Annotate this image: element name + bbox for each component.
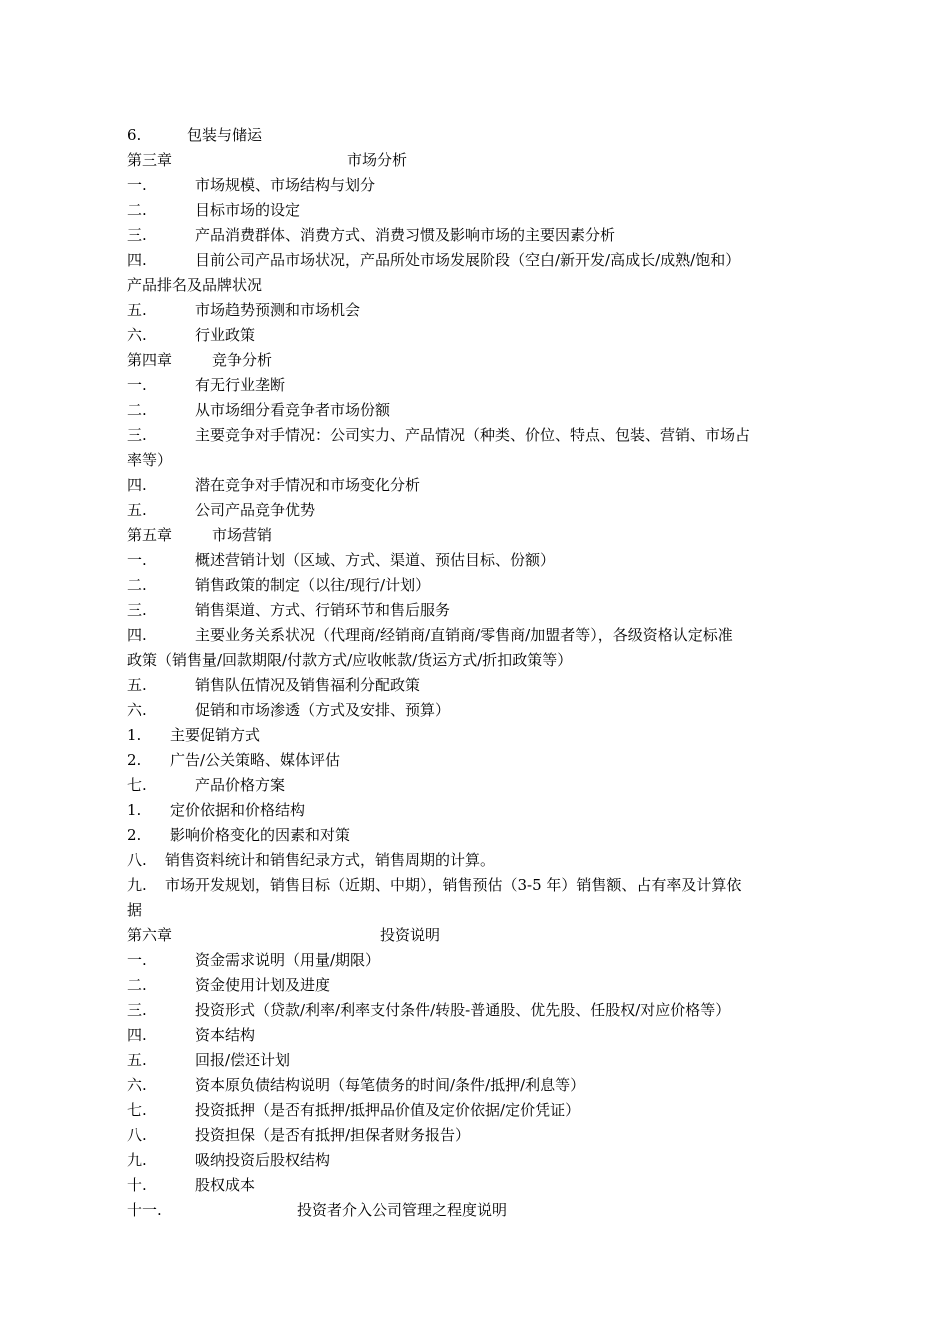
document-line	[127, 123, 827, 148]
line-text: 投资形式（贷款/利率/利率支付条件/转股-普通股、优先股、任股权/对应价格等）	[195, 1001, 731, 1019]
line-number: 九.	[127, 1151, 147, 1169]
line-number: 八.	[127, 851, 147, 869]
line-text: 销售政策的制定（以往/现行/计划）	[195, 576, 431, 594]
document-line	[127, 1023, 827, 1048]
line-text: 潜在竞争对手情况和市场变化分析	[195, 476, 421, 494]
line-text: 公司产品竞争优势	[195, 501, 316, 519]
line-text: 投资说明	[380, 926, 441, 944]
line-number: 1.	[127, 801, 142, 819]
line-text: 主要业务关系状况（代理商/经销商/直销商/零售商/加盟者等），各级资格认定标准	[195, 626, 733, 644]
line-text: 销售渠道、方式、行销环节和售后服务	[195, 601, 451, 619]
line-text: 包装与储运	[187, 126, 263, 144]
line-number: 五.	[127, 501, 147, 519]
line-number: 二.	[127, 976, 147, 994]
line-number: 六.	[127, 1076, 147, 1094]
line-number: 五.	[127, 1051, 147, 1069]
line-text: 主要促销方式	[170, 726, 261, 744]
document-line	[127, 723, 827, 748]
document-line	[127, 273, 827, 298]
line-number: 一.	[127, 376, 147, 394]
line-number: 1.	[127, 726, 142, 744]
line-number: 七.	[127, 1101, 147, 1119]
document-line	[127, 1048, 827, 1073]
line-text: 回报/偿还计划	[195, 1051, 291, 1069]
document-line	[127, 298, 827, 323]
document-line	[127, 1123, 827, 1148]
document-line	[127, 148, 827, 173]
document-line	[127, 923, 827, 948]
document-line	[127, 323, 827, 348]
line-number: 第三章	[127, 151, 173, 169]
document-line	[127, 473, 827, 498]
line-number: 四.	[127, 626, 147, 644]
document-line	[127, 523, 827, 548]
line-number: 二.	[127, 401, 147, 419]
line-number: 五.	[127, 676, 147, 694]
document-line	[127, 1173, 827, 1198]
line-number: 三.	[127, 226, 147, 244]
document-line	[127, 948, 827, 973]
line-number: 十.	[127, 1176, 147, 1194]
document-line	[127, 1148, 827, 1173]
line-number: 第四章	[127, 351, 173, 369]
line-number: 八.	[127, 1126, 147, 1144]
document-line	[127, 548, 827, 573]
line-number: 六.	[127, 326, 147, 344]
line-text: 概述营销计划（区域、方式、渠道、预估目标、份额）	[195, 551, 556, 569]
document-line	[127, 773, 827, 798]
line-text: 据	[127, 901, 143, 919]
document-line	[127, 223, 827, 248]
line-number: 第六章	[127, 926, 173, 944]
line-number: 一.	[127, 951, 147, 969]
line-number: 二.	[127, 201, 147, 219]
document-line	[127, 398, 827, 423]
line-number: 三.	[127, 1001, 147, 1019]
document-line	[127, 598, 827, 623]
line-text: 销售队伍情况及销售福利分配政策	[195, 676, 421, 694]
line-number: 一.	[127, 176, 147, 194]
line-text: 产品排名及品牌状况	[127, 276, 263, 294]
document-line	[127, 623, 827, 648]
line-text: 投资担保（是否有抵押/担保者财务报告）	[195, 1126, 471, 1144]
line-text: 产品价格方案	[195, 776, 286, 794]
line-text: 销售资料统计和销售纪录方式，销售周期的计算。	[165, 851, 496, 869]
line-text: 主要竞争对手情况：公司实力、产品情况（种类、价位、特点、包装、营销、市场占	[195, 426, 751, 444]
line-text: 市场营销	[212, 526, 273, 544]
document-line	[127, 648, 827, 673]
document-line	[127, 848, 827, 873]
line-text: 投资抵押（是否有抵押/抵押品价值及定价依据/定价凭证）	[195, 1101, 581, 1119]
line-text: 资金使用计划及进度	[195, 976, 331, 994]
line-text: 市场趋势预测和市场机会	[195, 301, 361, 319]
line-text: 目前公司产品市场状况，产品所处市场发展阶段（空白/新开发/高成长/成熟/饱和）	[195, 251, 741, 269]
line-number: 第五章	[127, 526, 173, 544]
document-line	[127, 1098, 827, 1123]
line-text: 促销和市场渗透（方式及安排、预算）	[195, 701, 451, 719]
line-number: 九.	[127, 876, 147, 894]
line-number: 2.	[127, 751, 142, 769]
document-line	[127, 823, 827, 848]
document-line	[127, 423, 827, 448]
document-line	[127, 248, 827, 273]
line-number: 四.	[127, 1026, 147, 1044]
line-number: 四.	[127, 251, 147, 269]
line-text: 有无行业垄断	[195, 376, 286, 394]
line-text: 影响价格变化的因素和对策	[170, 826, 351, 844]
document-line	[127, 873, 827, 898]
document-line	[127, 348, 827, 373]
line-text: 目标市场的设定	[195, 201, 301, 219]
document-line	[127, 673, 827, 698]
document-line	[127, 1073, 827, 1098]
document-line	[127, 798, 827, 823]
line-number: 七.	[127, 776, 147, 794]
document-line	[127, 573, 827, 598]
document-line	[127, 898, 827, 923]
line-text: 市场规模、市场结构与划分	[195, 176, 376, 194]
line-number: 一.	[127, 551, 147, 569]
line-number: 6.	[127, 126, 142, 144]
line-text: 广告/公关策略、媒体评估	[170, 751, 341, 769]
line-number: 2.	[127, 826, 142, 844]
line-number: 二.	[127, 576, 147, 594]
line-text: 市场分析	[347, 151, 408, 169]
document-line	[127, 748, 827, 773]
line-text: 资本原负债结构说明（每笔债务的时间/条件/抵押/利息等）	[195, 1076, 586, 1094]
document-line	[127, 998, 827, 1023]
document-line	[127, 373, 827, 398]
line-text: 股权成本	[195, 1176, 256, 1194]
document-line	[127, 1198, 827, 1223]
line-text: 资本结构	[195, 1026, 256, 1044]
line-text: 产品消费群体、消费方式、消费习惯及影响市场的主要因素分析	[195, 226, 616, 244]
line-text: 投资者介入公司管理之程度说明	[297, 1201, 508, 1219]
line-text: 资金需求说明（用量/期限）	[195, 951, 381, 969]
line-text: 竞争分析	[212, 351, 273, 369]
line-text: 市场开发规划，销售目标（近期、中期），销售预估（3-5 年）销售额、占有率及计算依	[165, 876, 742, 894]
line-number: 四.	[127, 476, 147, 494]
line-number: 三.	[127, 426, 147, 444]
line-number: 五.	[127, 301, 147, 319]
line-text: 政策（销售量/回款期限/付款方式/应收帐款/货运方式/折扣政策等）	[127, 651, 573, 669]
line-number: 十一.	[127, 1201, 162, 1219]
line-text: 率等）	[127, 451, 173, 469]
document-line	[127, 173, 827, 198]
line-text: 从市场细分看竞争者市场份额	[195, 401, 391, 419]
document-line	[127, 973, 827, 998]
line-text: 定价依据和价格结构	[170, 801, 306, 819]
line-number: 三.	[127, 601, 147, 619]
line-text: 行业政策	[195, 326, 256, 344]
document-line	[127, 448, 827, 473]
document-line	[127, 498, 827, 523]
line-number: 六.	[127, 701, 147, 719]
document-line	[127, 198, 827, 223]
line-text: 吸纳投资后股权结构	[195, 1151, 331, 1169]
document-line	[127, 698, 827, 723]
